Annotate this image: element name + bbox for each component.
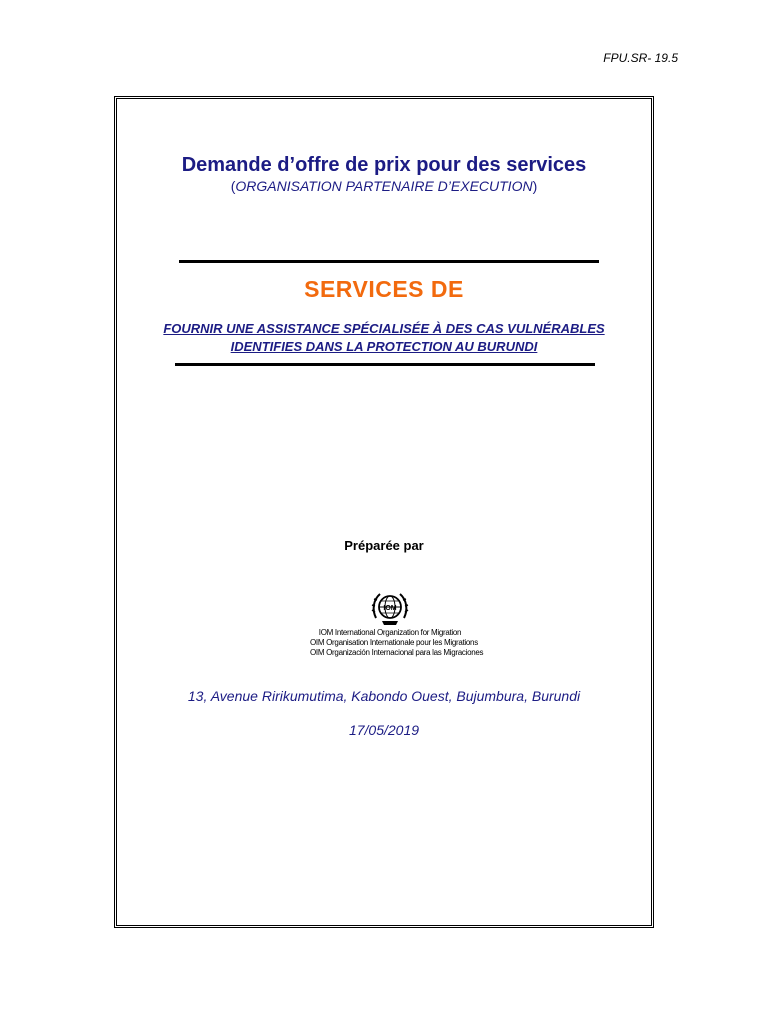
prepared-by-label: Préparée par — [344, 538, 424, 553]
iom-logo — [310, 588, 484, 658]
iom-logo-icon — [370, 588, 410, 628]
bottom-divider — [175, 363, 595, 366]
svg-text:IOM: IOM — [383, 605, 397, 612]
service-description — [114, 320, 654, 356]
document-title: Demande d’offre de prix pour des services — [181, 154, 587, 176]
document-date: 17/05/2019 — [348, 722, 420, 738]
document-subtitle — [114, 178, 654, 194]
cover-page-frame — [114, 96, 654, 928]
service-description-line-1: FOURNIR UNE ASSISTANCE SPÉCIALISÉE À DES CAS VULNÉRABLES — [163, 321, 605, 336]
top-divider — [179, 260, 599, 263]
address: 13, Avenue Ririkumutima, Kabondo Ouest, Bujumbura, Burundi — [187, 688, 581, 704]
subtitle-text: ORGANISATION PARTENAIRE D’EXECUTION — [235, 178, 533, 194]
subtitle-open-paren: ( — [230, 178, 236, 194]
logo-line-spanish: OIM Organización Internacional para las Migraciones — [310, 648, 484, 657]
logo-line-french: OIM Organisation Internationale pour les Migrations — [310, 638, 478, 647]
logo-line-english: IOM International Organization for Migration — [318, 628, 462, 637]
service-description-line-2: IDENTIFIES DANS LA PROTECTION AU BURUNDI — [230, 339, 538, 354]
document-reference-code: FPU.SR- 19.5 — [603, 51, 678, 65]
services-heading: SERVICES DE — [304, 276, 464, 302]
subtitle-close-paren: ) — [532, 178, 538, 194]
